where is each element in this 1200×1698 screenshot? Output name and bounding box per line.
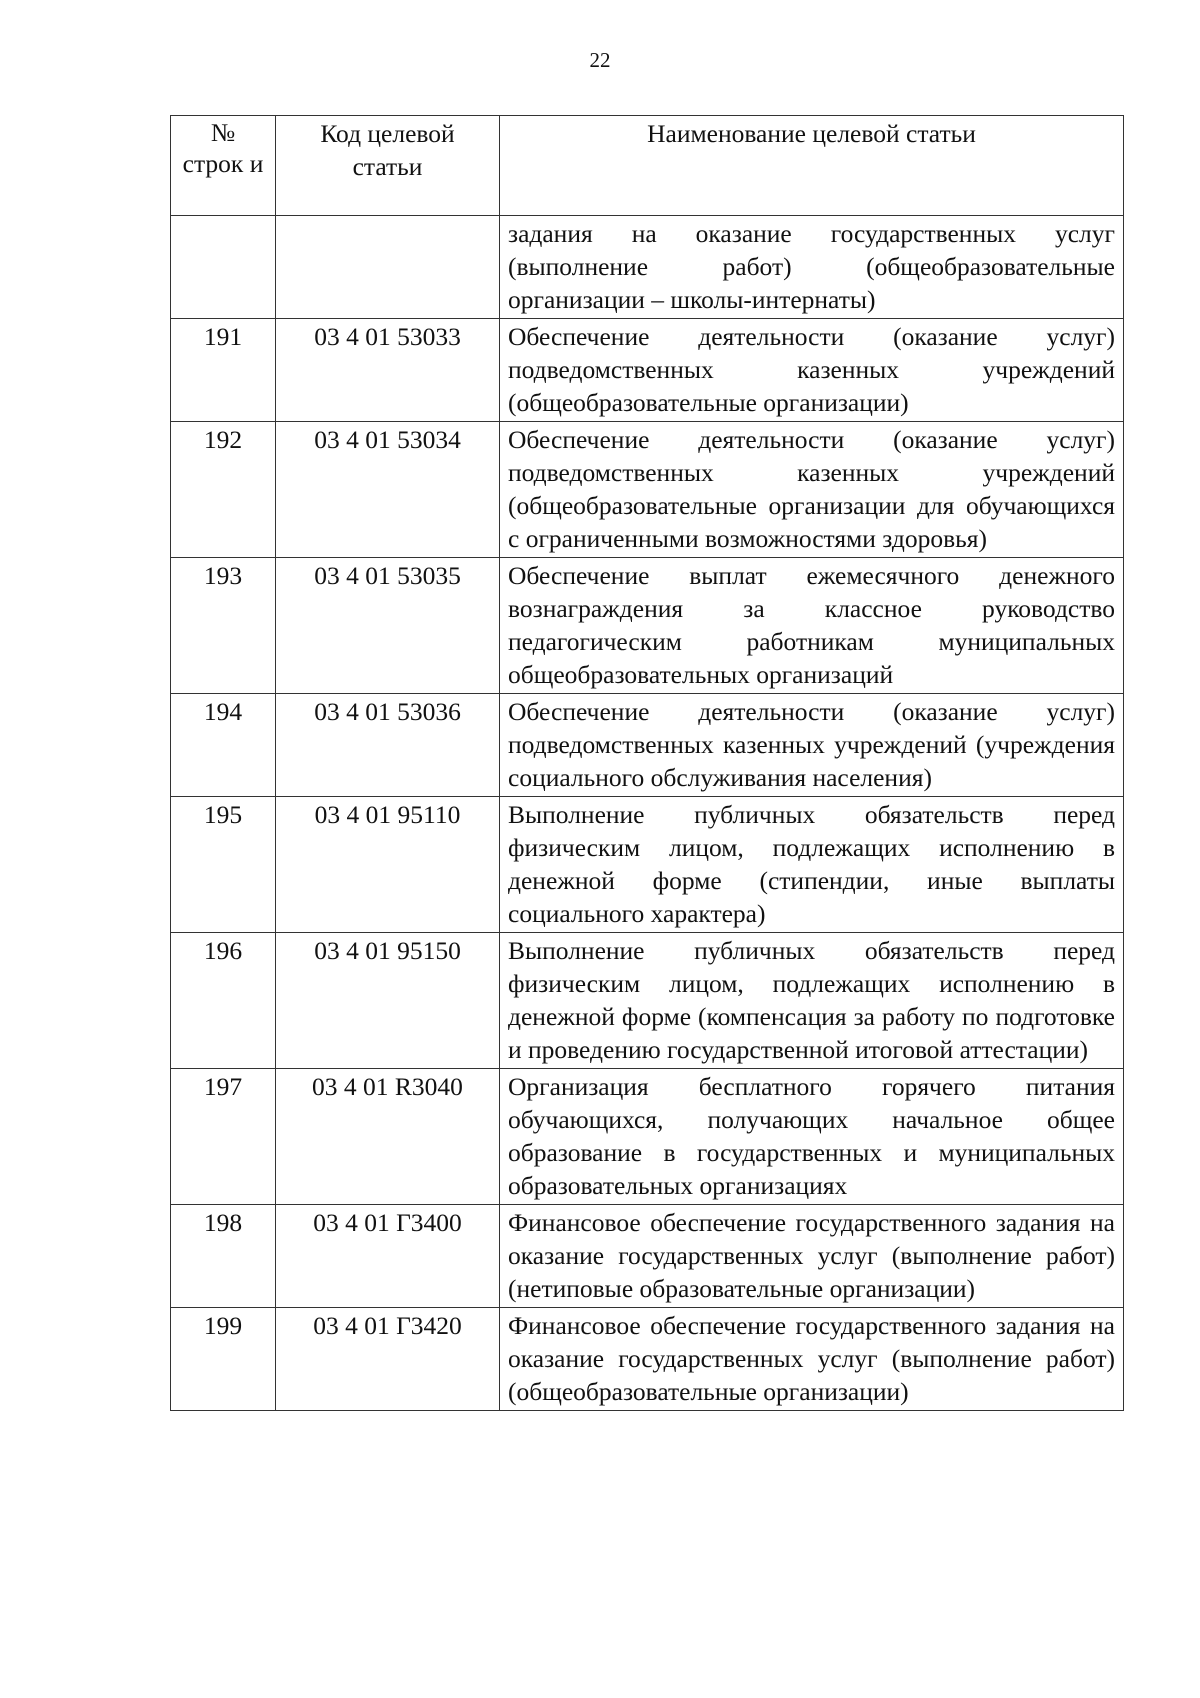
table-row xyxy=(171,422,1124,558)
cell-row-number: 195 xyxy=(171,797,276,933)
cell-article-code: 03 4 01 Г3420 xyxy=(276,1308,500,1411)
cell-article-name: Обеспечение выплат ежемесячного денежного вознаграждения за классное руководство педагогическим работникам муниципальных общеобразовательных организаций xyxy=(500,558,1124,694)
cell-article-code: 03 4 01 53035 xyxy=(276,558,500,694)
target-articles-table xyxy=(170,115,1124,1411)
table-header-row xyxy=(171,116,1124,216)
cell-article-name: Выполнение публичных обязательств перед физическим лицом, подлежащих исполнению в денежной форме (компенсация за работу по подготовке и проведению государственной итоговой аттестации) xyxy=(500,933,1124,1069)
table-row xyxy=(171,694,1124,797)
header-row-number: № строк и xyxy=(171,116,276,216)
cell-row-number: 199 xyxy=(171,1308,276,1411)
table-row xyxy=(171,1308,1124,1411)
cell-row-number: 196 xyxy=(171,933,276,1069)
cell-article-code: 03 4 01 53036 xyxy=(276,694,500,797)
table-row xyxy=(171,933,1124,1069)
cell-row-number: 193 xyxy=(171,558,276,694)
cell-row-number: 197 xyxy=(171,1069,276,1205)
table-row xyxy=(171,1205,1124,1308)
cell-article-code: 03 4 01 53033 xyxy=(276,319,500,422)
cell-article-code xyxy=(276,216,500,319)
cell-article-code: 03 4 01 95150 xyxy=(276,933,500,1069)
cell-article-code: 03 4 01 95110 xyxy=(276,797,500,933)
table-row-continuation xyxy=(171,216,1124,319)
cell-article-name: Обеспечение деятельности (оказание услуг) подведомственных казенных учреждений (учреждения социального обслуживания населения) xyxy=(500,694,1124,797)
table-row xyxy=(171,558,1124,694)
cell-row-number: 198 xyxy=(171,1205,276,1308)
cell-article-name: Выполнение публичных обязательств перед физическим лицом, подлежащих исполнению в денежной форме (стипендии, иные выплаты социального характера) xyxy=(500,797,1124,933)
cell-article-name: Обеспечение деятельности (оказание услуг) подведомственных казенных учреждений (общеобразовательные организации для обучающихся с ограниченными возможностями здоровья) xyxy=(500,422,1124,558)
table-row xyxy=(171,1069,1124,1205)
cell-article-code: 03 4 01 53034 xyxy=(276,422,500,558)
cell-article-name: Организация бесплатного горячего питания обучающихся, получающих начальное общее образование в государственных и муниципальных образовательных организациях xyxy=(500,1069,1124,1205)
header-article-name: Наименование целевой статьи xyxy=(500,116,1124,216)
cell-row-number xyxy=(171,216,276,319)
cell-article-name: задания на оказание государственных услуг (выполнение работ) (общеобразовательные организации – школы-интернаты) xyxy=(500,216,1124,319)
header-article-code: Код целевой статьи xyxy=(276,116,500,216)
table-row xyxy=(171,319,1124,422)
cell-article-name: Обеспечение деятельности (оказание услуг) подведомственных казенных учреждений (общеобразовательные организации) xyxy=(500,319,1124,422)
cell-row-number: 191 xyxy=(171,319,276,422)
cell-row-number: 192 xyxy=(171,422,276,558)
table-row xyxy=(171,797,1124,933)
cell-article-name: Финансовое обеспечение государственного задания на оказание государственных услуг (выполнение работ) (общеобразовательные организации) xyxy=(500,1308,1124,1411)
cell-article-code: 03 4 01 R3040 xyxy=(276,1069,500,1205)
cell-article-name: Финансовое обеспечение государственного задания на оказание государственных услуг (выполнение работ) (нетиповые образовательные организации) xyxy=(500,1205,1124,1308)
cell-row-number: 194 xyxy=(171,694,276,797)
cell-article-code: 03 4 01 Г3400 xyxy=(276,1205,500,1308)
page-number: 22 xyxy=(589,48,611,72)
